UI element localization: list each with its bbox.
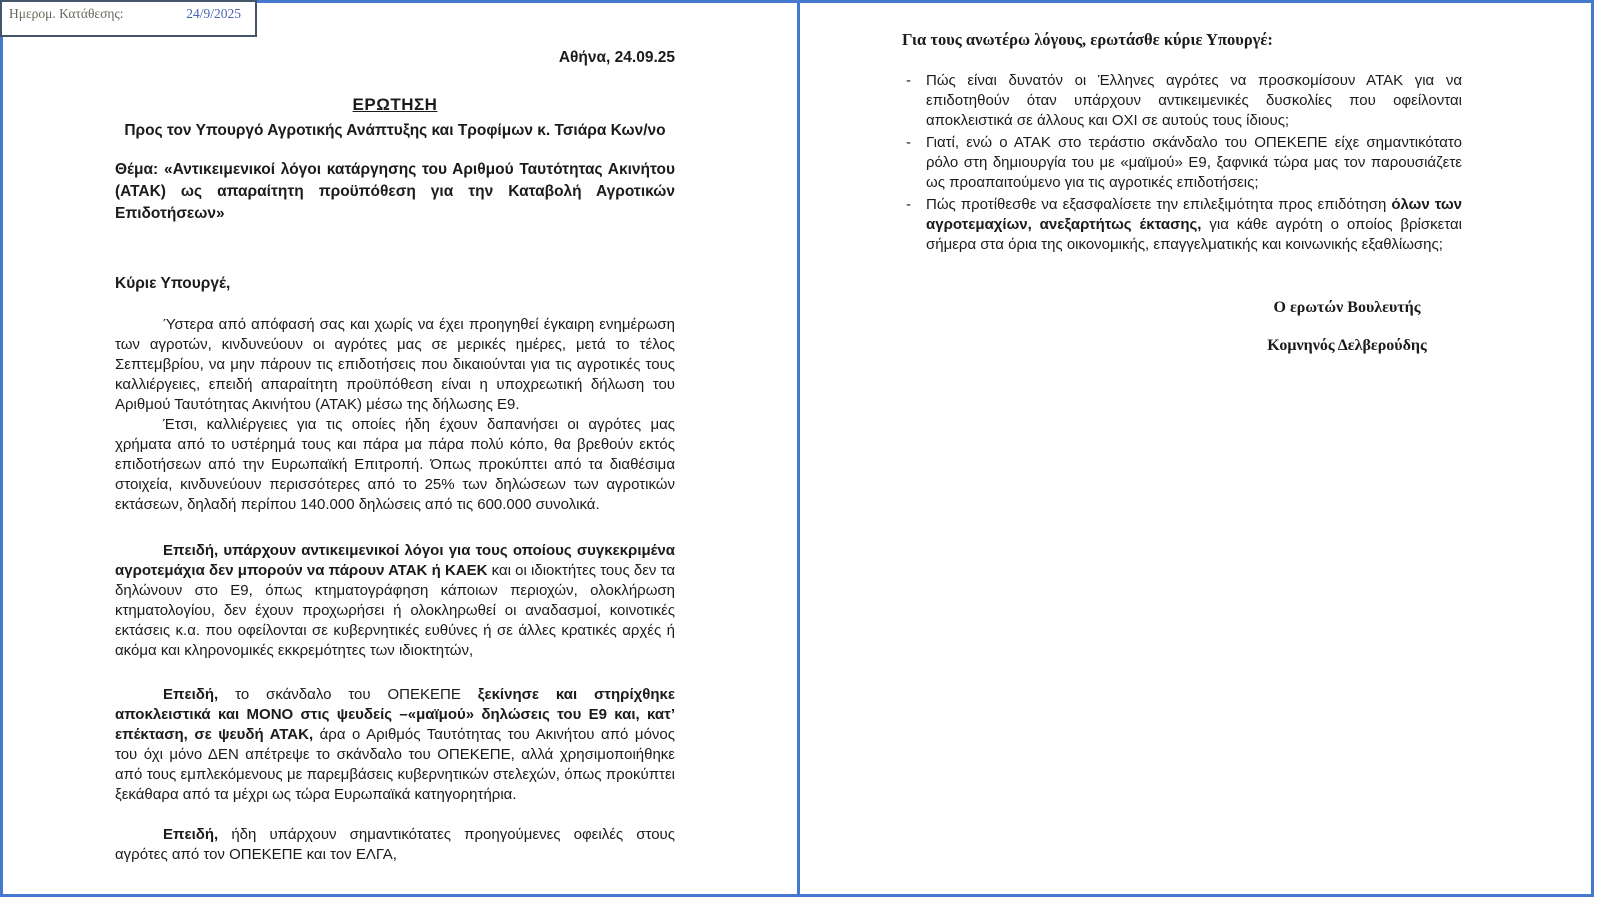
signature-name: Κομνηνός Δελβερούδης [1267, 337, 1427, 354]
salutation: Κύριε Υπουργέ, [115, 275, 231, 292]
question-title: ΕΡΩΤΗΣΗ [352, 95, 438, 114]
closing-heading: Για τους ανωτέρω λόγους, ερωτάσθε κύριε Υπουργέ: [902, 30, 1273, 49]
filing-date-box [0, 0, 257, 37]
question-item [902, 195, 1462, 255]
question-text: Πώς προτίθεσθε να εξασφαλίσετε την επιλεξιμότητα προς επιδότηση όλων των αγροτεμαχίων, ανεξαρτήτως έκτασης, για κάθε αγρότη ο οποίος βρίσκεται σήμερα στα όρια της οικονομικής, επαγγελματικής και κοινωνικής εξαθλίωσης; [926, 196, 1463, 253]
body-paragraph: Επειδή, υπάρχουν αντικειμενικοί λόγοι για τους οποίους συγκεκριμένα αγροτεμάχια δεν μπορούν να πάρουν ΑΤΑΚ ή ΚΑΕΚ και οι ιδιοκτήτες τους δεν τα δηλώνουν στο Ε9, όπως κτηματογράφηση κάποιων περιοχών, ολοκλήρωση κτηματολογίου, δεν έχουν προχωρήσει ή ολοκληρωθεί οι αναδασμοί, κοινοτικές εκτάσεις κ.α. που οφείλονται σε κυβερνητικές ευθύνες ή σε άλλες κρατικές αρχές ή ακόμα και κληρονομικές εκκρεμότητες των ιδιοκτητών, [115, 542, 676, 659]
question-text: Γιατί, ενώ ο ΑΤΑΚ στο τεράστιο σκάνδαλο του ΟΠΕΚΕΠΕ είχε σημαντικότατο ρόλο στη δημιουργία του με «μαϊμού» Ε9, ξαφνικά τώρα μας τον παρουσιάζετε ως προαπαιτούμενο για τις αγροτικές επιδοτήσεις; [926, 134, 1462, 191]
page-2-content [902, 3, 1462, 355]
subject-line: Θέμα: «Αντικειμενικοί λόγοι κατάργησης του Αριθμού Ταυτότητας Ακινήτου (ΑΤΑΚ) ως απαραίτητη προϋπόθεση για την Καταβολή Αγροτικών Επιδοτήσεων» [115, 161, 675, 222]
filing-date-label: Ημερομ. Κατάθεσης: [9, 6, 124, 21]
body-paragraph: Έτσι, καλλιέργειες για τις οποίες ήδη έχουν δαπανήσει οι αγρότες μας χρήματα από το υστέρημά τους και πάρα μα πάρα πολύ κόπο, θα βρεθούν εκτός επιδοτήσεων από την Ευρωπαϊκή Επιτροπή. Όπως προκύπτει από τα διαθέσιμα στοιχεία, κινδυνεύουν περισσότερες από το 25% των δηλώσεων των αγροτικών εκτάσεων, δηλαδή περίπου 140.000 δηλώσεις από τις 600.000 συνολικά. [115, 416, 675, 513]
body-paragraph: Ύστερα από απόφασή σας και χωρίς να έχει προηγηθεί έγκαιρη ενημέρωση των αγροτών, κινδυνεύουν οι αγρότες μας σε μερικές ημέρες, μετά το τέλος Σεπτεμβρίου, να μην πάρουν τις επιδοτήσεις που δικαιούνται για τις αγροτικές τους καλλιέργειες, επειδή απαραίτητη προϋπόθεση είναι η υποχρεωτική δήλωση του Αριθμού Ταυτότητας Ακινήτου (ΑΤΑΚ) μέσω της δήλωσης Ε9. [115, 316, 675, 413]
signature-block [1202, 299, 1492, 355]
body-paragraph: Επειδή, το σκάνδαλο του ΟΠΕΚΕΠΕ ξεκίνησε και στηρίχθηκε αποκλειστικά και ΜΟΝΟ στις ψευδείς –«μαϊμού» δηλώσεις του Ε9 και, κατ’ επέκταση, σε ψευδή ΑΤΑΚ, άρα ο Αριθμός Ταυτότητας του Ακινήτου από μόνος του όχι μόνο ΔΕΝ απέτρεψε το σκάνδαλο του ΟΠΕΚΕΠΕ, αλλά χρησιμοποιήθηκε από τους εμπλεκόμενους με παρεμβάσεις κυβερνητικών στελεχών, όπως προκύπτει ξεκάθαρα από τα μέχρι ως τώρα Ευρωπαϊκά κατηγορητήρια. [115, 686, 675, 803]
question-list [902, 71, 1462, 255]
document-page-2 [800, 0, 1594, 897]
question-item [902, 133, 1462, 193]
dash-marker: - [906, 196, 911, 213]
signature-role: Ο ερωτών Βουλευτής [1273, 299, 1421, 316]
dash-marker: - [906, 72, 911, 89]
question-item [902, 71, 1462, 131]
recipient-line: Προς τον Υπουργό Αγροτικής Ανάπτυξης και Τροφίμων κ. Τσιάρα Κων/νο [124, 122, 666, 139]
question-text: Πώς είναι δυνατόν οι Έλληνες αγρότες να προσκομίσουν ΑΤΑΚ για να επιδοτηθούν όταν υπάρχουν αντικειμενικές δυσκολίες που οφείλονται αποκλειστικά σε άλλους και ΟΧΙ σε αυτούς τους ίδιους; [926, 72, 1462, 129]
page-1-content [115, 3, 675, 865]
filing-date-value: 24/9/2025 [186, 6, 241, 21]
dash-marker: - [906, 134, 911, 151]
dateline: Αθήνα, 24.09.25 [558, 49, 675, 66]
body-text [115, 315, 675, 865]
document-page-1 [0, 0, 800, 897]
body-paragraph: Επειδή, ήδη υπάρχουν σημαντικότατες προηγούμενες οφειλές στους αγρότες από τον ΟΠΕΚΕΠΕ και τον ΕΛΓΑ, [115, 826, 675, 863]
